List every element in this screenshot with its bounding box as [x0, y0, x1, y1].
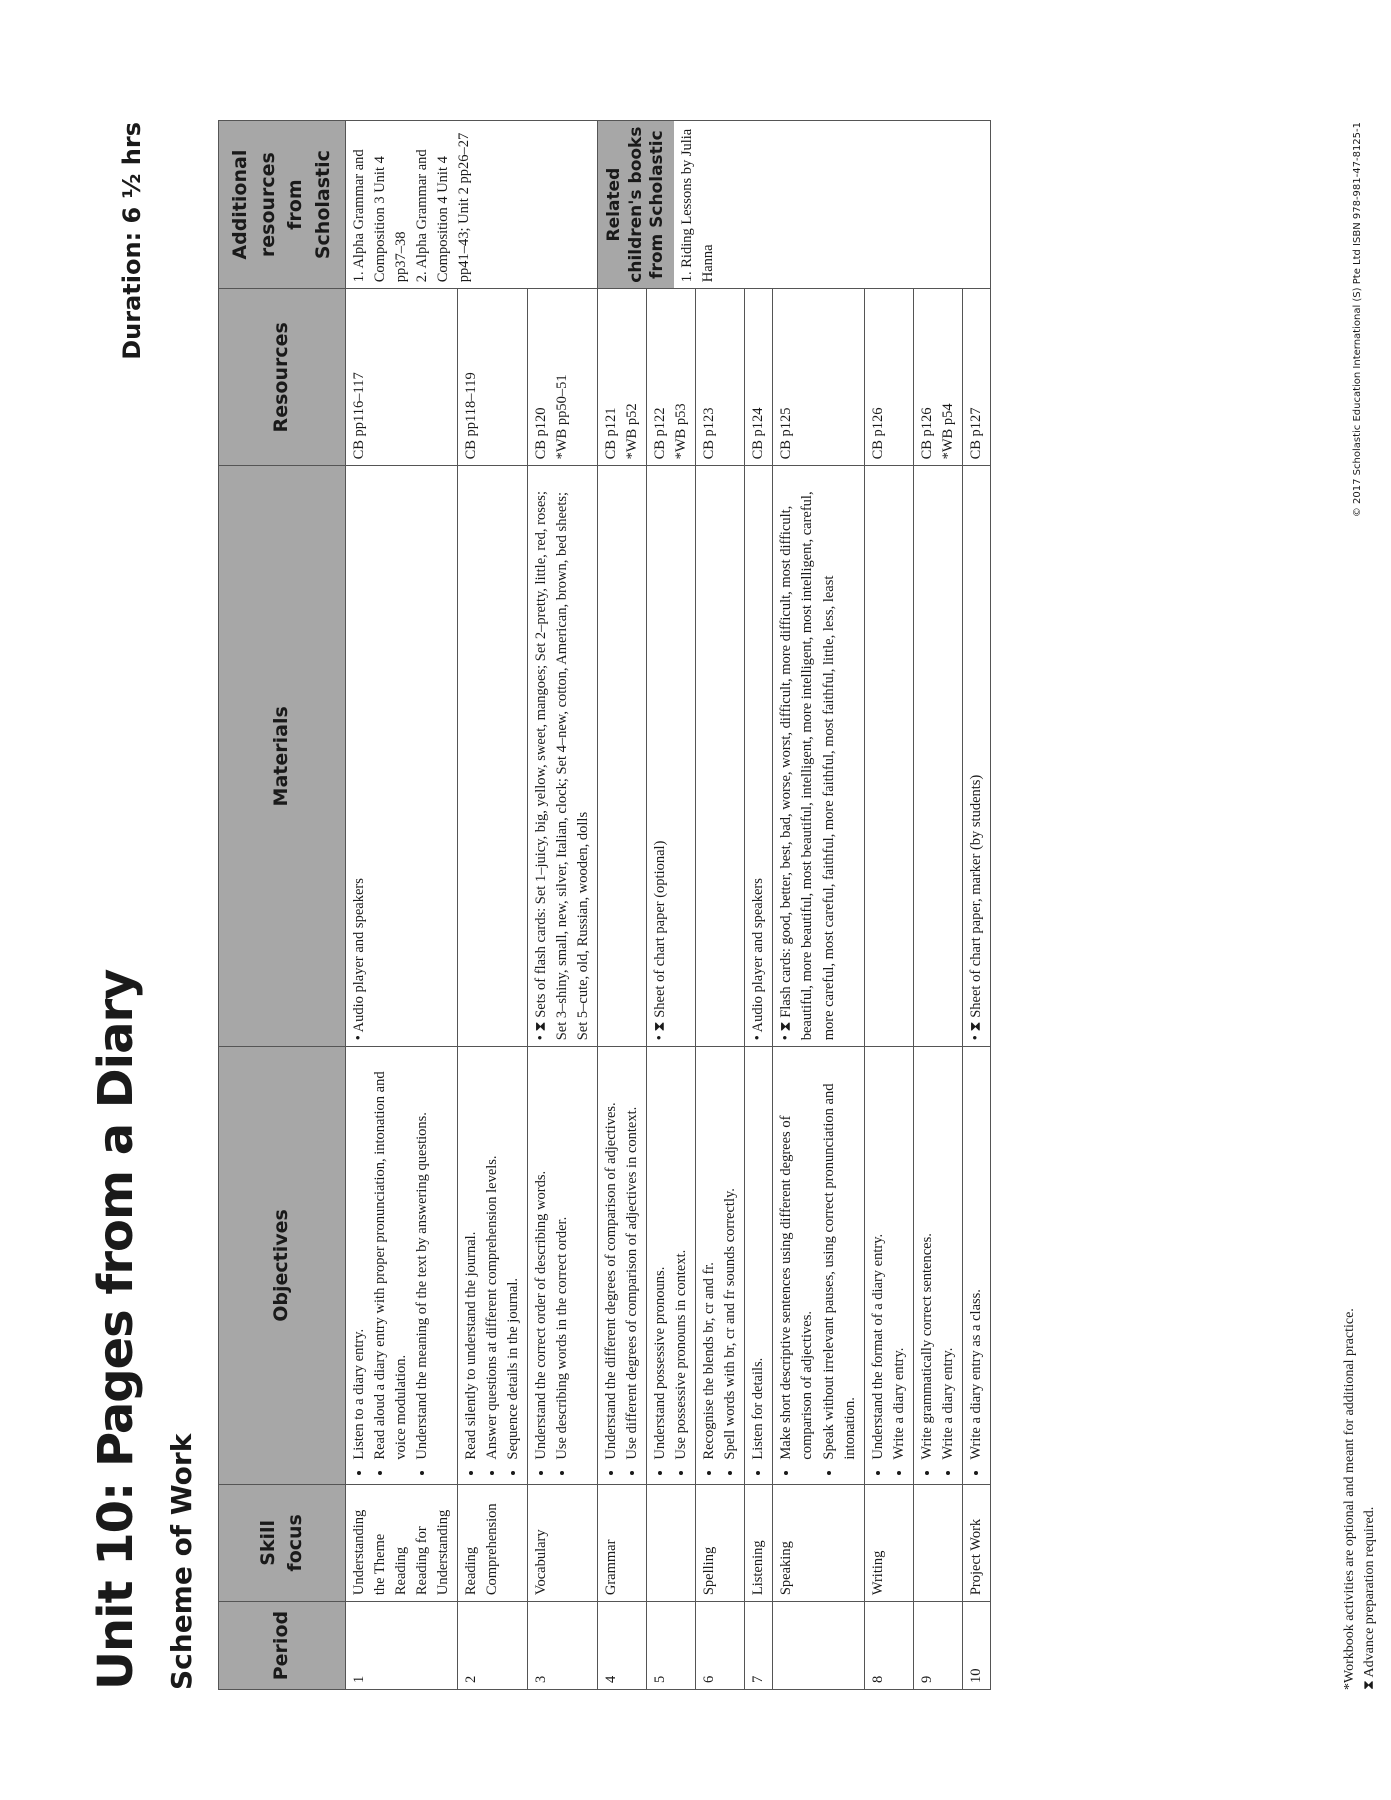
- objectives-list: [748, 1053, 769, 1477]
- resources-cell: CB p122 *WB p53: [647, 289, 696, 466]
- table-row: [647, 121, 696, 1690]
- period-cell: 5: [647, 1602, 696, 1690]
- materials-cell: • ⧗ Sheet of chart paper, marker (by students): [962, 466, 990, 1047]
- period-cell: 10: [962, 1602, 990, 1690]
- objectives-cell: [864, 1047, 913, 1484]
- table-row: [913, 121, 962, 1690]
- footnote-workbook: *Workbook activities are optional and meant for additional practice.: [1342, 1308, 1357, 1690]
- objective-item: • Understand possessive pronouns.: [650, 1053, 671, 1459]
- materials-cell: [913, 466, 962, 1047]
- objective-item: • Understand the correct order of describing words.: [531, 1053, 552, 1459]
- table-row: [773, 121, 864, 1690]
- period-cell: 7: [745, 1602, 773, 1690]
- period-cell: 8: [864, 1602, 913, 1690]
- objective-item: • Use possessive pronouns in context.: [671, 1053, 692, 1459]
- objective-item: • Make short descriptive sentences using different degrees of comparison of adjectives.: [776, 1053, 818, 1459]
- skill-cell: [913, 1484, 962, 1602]
- objective-item: • Speak without irrelevant pauses, using correct pronunciation and intonation.: [819, 1053, 861, 1459]
- skill-cell: Project Work: [962, 1484, 990, 1602]
- table-row: [864, 121, 913, 1690]
- related-books-list: 1. Riding Lessons by Julia Hanna: [679, 128, 717, 283]
- table-row: [962, 121, 990, 1690]
- objective-item: • Recognise the blends br, cr and fr.: [699, 1053, 720, 1459]
- objectives-list: [531, 1053, 573, 1477]
- period-cell: 1: [346, 1602, 458, 1690]
- objectives-list: [917, 1053, 959, 1477]
- skill-cell: [647, 1484, 696, 1602]
- materials-cell: • ⧗ Sheet of chart paper (optional): [647, 466, 696, 1047]
- objectives-cell: [346, 1047, 458, 1484]
- objectives-list: [699, 1053, 741, 1477]
- objectives-list: [776, 1053, 860, 1477]
- objectives-cell: [528, 1047, 598, 1484]
- materials-cell: • Audio player and speakers: [346, 466, 458, 1047]
- header-period: Period: [219, 1602, 346, 1690]
- resources-cell: CB p127: [962, 289, 990, 466]
- skill-cell: Grammar: [598, 1484, 647, 1602]
- skill-cell: Writing: [864, 1484, 913, 1602]
- additional-resources-cell: 1. Alpha Grammar and Composition 3 Unit 4 pp37–38 2. Alpha Grammar and Composition 4 Unit 4 pp41–43; Unit 2 pp26–27: [346, 121, 598, 289]
- resources-cell: CB p126: [864, 289, 913, 466]
- materials-cell: [864, 466, 913, 1047]
- related-books-header: Related children's books from Scholastic: [598, 121, 674, 288]
- objectives-list: [868, 1053, 910, 1477]
- page-subtitle: Scheme of Work: [165, 1433, 198, 1690]
- table-row: [598, 121, 647, 1690]
- materials-cell: • Audio player and speakers: [745, 466, 773, 1047]
- related-books-cell: [598, 121, 990, 289]
- objective-item: • Write grammatically correct sentences.: [917, 1053, 938, 1459]
- header-objectives: Objectives: [219, 1047, 346, 1484]
- objective-item: • Use different degrees of comparison of adjectives in context.: [622, 1053, 643, 1459]
- objective-item: • Understand the format of a diary entry.: [868, 1053, 889, 1459]
- footnote-advance: ⧗ Advance preparation required.: [1362, 1506, 1377, 1690]
- materials-cell: [696, 466, 745, 1047]
- objectives-cell: [962, 1047, 990, 1484]
- objectives-list: [650, 1053, 692, 1477]
- objective-item: • Listen for details.: [748, 1053, 769, 1459]
- resources-cell: CB pp118–119: [458, 289, 528, 466]
- objective-item: • Write a diary entry as a class.: [966, 1053, 987, 1459]
- objective-item: • Listen to a diary entry.: [349, 1053, 370, 1459]
- header-materials: Materials: [219, 466, 346, 1047]
- duration-label: Duration: 6 ½ hrs: [118, 122, 146, 360]
- resources-cell: CB p120 *WB pp50–51: [528, 289, 598, 466]
- objectives-cell: [696, 1047, 745, 1484]
- objectives-list: [966, 1053, 987, 1477]
- resources-cell: CB p123: [696, 289, 745, 466]
- period-cell: 2: [458, 1602, 528, 1690]
- skill-cell: Understanding the Theme Reading Reading for Understanding: [346, 1484, 458, 1602]
- objective-item: • Read aloud a diary entry with proper pronunciation, intonation and voice modulation.: [370, 1053, 412, 1459]
- period-cell: 4: [598, 1602, 647, 1690]
- objectives-cell: [913, 1047, 962, 1484]
- period-cell: 3: [528, 1602, 598, 1690]
- objectives-cell: [598, 1047, 647, 1484]
- table-row: [696, 121, 745, 1690]
- skill-cell: Speaking: [773, 1484, 864, 1602]
- skill-cell: Reading Comprehension: [458, 1484, 528, 1602]
- table-row: [745, 121, 773, 1690]
- resources-cell: CB p124: [745, 289, 773, 466]
- objective-item: • Read silently to understand the journal.: [461, 1053, 482, 1459]
- scheme-of-work-table: [218, 120, 991, 1690]
- header-resources: Resources: [219, 289, 346, 466]
- period-cell: 9: [913, 1602, 962, 1690]
- materials-cell: [598, 466, 647, 1047]
- skill-cell: Spelling: [696, 1484, 745, 1602]
- objective-item: • Spell words with br, cr and fr sounds correctly.: [720, 1053, 741, 1459]
- resources-cell: CB pp116–117: [346, 289, 458, 466]
- copyright: © 2017 Scholastic Education International (S) Pte Ltd ISBN 978-981-47-8125-1: [1352, 122, 1363, 518]
- resources-cell: CB p126 *WB p54: [913, 289, 962, 466]
- resources-cell: CB p121 *WB p52: [598, 289, 647, 466]
- period-cell: 6: [696, 1602, 745, 1690]
- materials-cell: • ⧗ Sets of flash cards: Set 1–juicy, big, yellow, sweet, mangoes; Set 2–pretty, little, red, roses; Set 3–shiny, small, new, silver, Italian, clock; Set 4–new, cotton, American, brown, bed sheets; Set 5–cute, old, Russian, wooden, dolls: [528, 466, 598, 1047]
- table-row: [528, 121, 598, 1690]
- table-row: [458, 121, 528, 1690]
- objective-item: • Answer questions at different comprehension levels.: [482, 1053, 503, 1459]
- header-skill: Skill focus: [219, 1484, 346, 1602]
- skill-cell: Listening: [745, 1484, 773, 1602]
- objectives-list: [461, 1053, 524, 1477]
- resources-cell: CB p125: [773, 289, 864, 466]
- objective-item: • Understand the different degrees of comparison of adjectives.: [601, 1053, 622, 1459]
- objective-item: • Write a diary entry.: [938, 1053, 959, 1459]
- materials-cell: • ⧗ Flash cards: good, better, best, bad, worse, worst, difficult, more difficult, most difficult, beautiful, more beautiful, most beautiful, intelligent, more intelligent, most intelligent, careful, more careful, most careful, faithful, more faithful, most faithful, little, less, least: [773, 466, 864, 1047]
- objectives-cell: [458, 1047, 528, 1484]
- objectives-cell: [745, 1047, 773, 1484]
- materials-cell: [458, 466, 528, 1047]
- table-row: [346, 121, 458, 1690]
- objectives-list: [601, 1053, 643, 1477]
- objective-item: • Use describing words in the correct order.: [552, 1053, 573, 1459]
- page-title: Unit 10: Pages from a Diary: [88, 969, 144, 1690]
- skill-cell: Vocabulary: [528, 1484, 598, 1602]
- objectives-cell: [647, 1047, 696, 1484]
- objectives-list: [349, 1053, 433, 1477]
- header-additional: Additional resources from Scholastic: [219, 121, 346, 289]
- objective-item: • Write a diary entry.: [889, 1053, 910, 1459]
- objective-item: • Sequence details in the journal.: [503, 1053, 524, 1459]
- objectives-cell: [773, 1047, 864, 1484]
- objective-item: • Understand the meaning of the text by answering questions.: [412, 1053, 433, 1459]
- period-cell: [773, 1602, 864, 1690]
